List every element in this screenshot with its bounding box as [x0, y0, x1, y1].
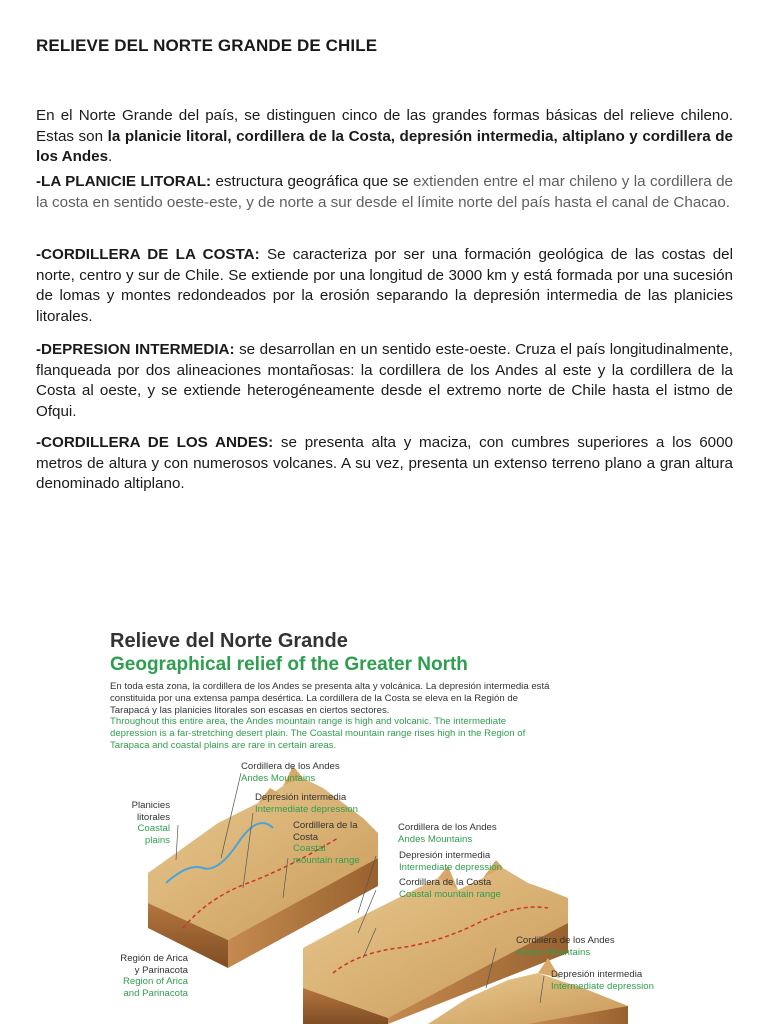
- label-coastal-plains: Planicies litorales Coastal plains: [131, 800, 170, 846]
- label-coastal-range-1: Cordillera de la Costa Coastal mountain range: [293, 820, 360, 866]
- infographic-description-en: Throughout this entire area, the Andes mountain range is high and volcanic. The intermediate depression is a far-stretching desert plain. The Coastal mountain range rises high in the Region of Tarapaca and coastal plains are rare in certain areas.: [110, 716, 526, 751]
- intro-bold: la planicie litoral, cordillera de la Costa, depresión intermedia, altiplano y cordillera de los Andes: [36, 127, 733, 165]
- label-coastal-range-2: Cordillera de la Costa Coastal mountain range: [399, 877, 501, 900]
- costa-paragraph: [36, 245, 733, 327]
- costa-text: Se caracteriza por ser una formación geológica de las costas del norte, centro y sur de Chile. Se extiende por una longitud de 3000 km y está formada por una sucesión de lomas y montes redondeados por la erosión separando la depresión intermedia de las planicies litorales.: [36, 246, 733, 325]
- planicie-heading: -LA PLANICIE LITORAL:: [36, 173, 212, 190]
- costa-heading: -CORDILLERA DE LA COSTA:: [36, 246, 260, 263]
- planicie-text-2: extienden entre el mar chileno y la cordillera de la costa en sentido oeste-este, y de norte a sur desde el límite norte del país hasta el canal de Chacao.: [36, 173, 733, 211]
- planicie-text-1: estructura geográfica que se: [211, 173, 414, 190]
- depresion-paragraph: [36, 340, 733, 422]
- infographic-title-en: Geographical relief of the Greater North: [110, 654, 468, 675]
- relief-infographic: [108, 628, 768, 1024]
- intro-lead: En el Norte Grande del país, se distinguen cinco de las grandes formas básicas del relieve chileno. Estas son: [36, 107, 733, 145]
- andes-paragraph: [36, 433, 733, 495]
- label-depression-3: Depresión intermedia Intermediate depression: [551, 969, 654, 992]
- andes-heading: -CORDILLERA DE LOS ANDES:: [36, 434, 274, 451]
- page-title: RELIEVE DEL NORTE GRANDE DE CHILE: [36, 36, 378, 55]
- intro-end: .: [108, 148, 113, 165]
- infographic-description-es: En toda esta zona, la cordillera de los Andes se presenta alta y volcánica. La depresión intermedia está constituida por una extensa pampa desértica. La cordillera de la Costa se eleva en la Región de Tarapacá y las planicies litorales son escasas en ciertos sectores.: [110, 681, 550, 716]
- depresion-text: se desarrollan en un sentido este-oeste. Cruza el país longitudinalmente, flanqueada por dos alineaciones montañosas: la cordillera de los Andes al este y la cordillera de la Costa al oeste, y se extiende heterogéneamente desde el extremo norte de Chile hasta el istmo de Ofqui.: [36, 341, 733, 420]
- intro-paragraph: [36, 106, 733, 168]
- label-region-arica: Región de Arica y Parinacota Region of Arica and Parinacota: [120, 953, 188, 999]
- planicie-paragraph: [36, 172, 733, 213]
- depresion-heading: -DEPRESION INTERMEDIA:: [36, 341, 235, 358]
- label-depression-2: Depresión intermedia Intermediate depression: [399, 850, 502, 873]
- infographic-title-es: Relieve del Norte Grande: [110, 630, 348, 652]
- label-andes-3: Cordillera de los Andes Andes Mountains: [516, 935, 615, 958]
- andes-text: se presenta alta y maciza, con cumbres superiores a los 6000 metros de altura y con numerosos volcanes. A su vez, presenta un extenso terreno plano a gran altura denominado altiplano.: [36, 434, 733, 492]
- label-depression-1: Depresión intermedia Intermediate depression: [255, 792, 358, 815]
- label-andes-2: Cordillera de los Andes Andes Mountains: [398, 822, 497, 845]
- label-andes-1: Cordillera de los Andes Andes Mountains: [241, 761, 340, 784]
